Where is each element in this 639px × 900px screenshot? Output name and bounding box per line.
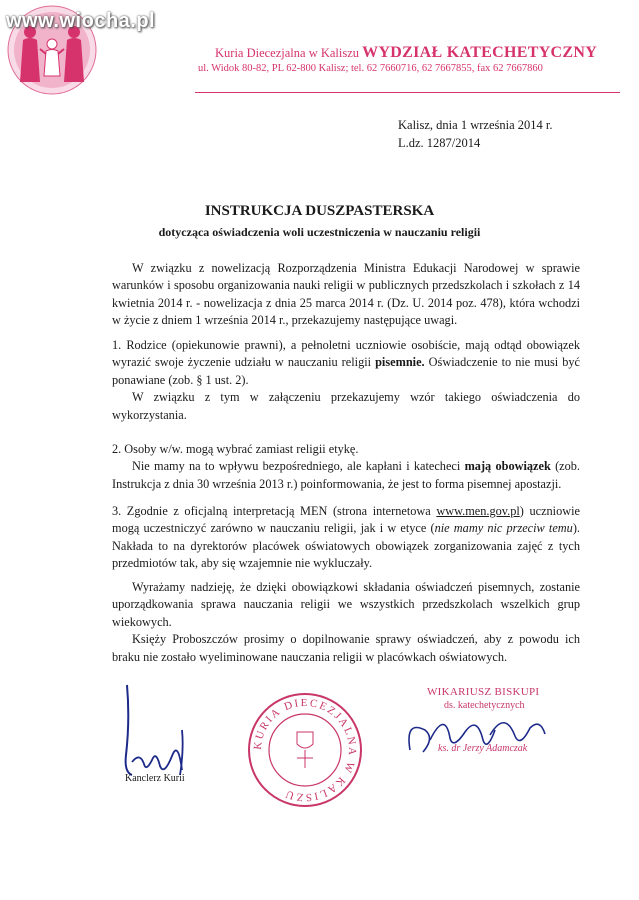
letterhead-title — [215, 44, 597, 62]
closing-hope: Wyrażamy nadzieję, że dzięki obowiązkowi składania oświadczeń pisemnych, zostanie uporządkowania sprawa nauczania religii we wszystkich przedszkolach wszelkich grup wiekowych. — [112, 580, 580, 629]
closing-paragraphs — [112, 579, 580, 666]
document-title: INSTRUKCJA DUSZPASTERSKA — [204, 203, 435, 219]
site-watermark: www.wiocha.pl — [6, 10, 156, 32]
date-block — [398, 116, 552, 152]
point-1-text: 1. Rodzice (opiekunowie prawni), a pełnoletni uczniowie osobiście, mają odtąd obowiązek wyrazić swoje życzenie udziału w nauczaniu religii pisemnie. Oświadczenie to nie musi być ponawiane (zob. § 1 ust. 2). — [112, 338, 580, 387]
point-1 — [112, 337, 580, 424]
vicar-name: ks. dr Jerzy Adamczak — [438, 743, 528, 754]
point-1-attachment-note: W związku z tym w załączeniu przekazujemy wzór takiego oświadczenia do wykorzystania. — [112, 390, 580, 422]
point-2-detail: Nie mamy na to wpływu bezpośredniego, ale kapłani i katecheci mają obowiązek (zob. Instrukcja z dnia 30 września 2013 r.) poinformowania, że jest to forma pisemnej apostazji. — [112, 459, 581, 491]
italic-note: nie mamy nic przeciw temu — [434, 521, 573, 536]
date-line: Kalisz, dnia 1 września 2014 r. — [398, 118, 553, 132]
document-subtitle: dotycząca oświadczenia woli uczestniczenia w nauczaniu religii — [158, 225, 481, 239]
point-3 — [112, 503, 580, 573]
curia-name: Kuria Diecezjalna w Kaliszu — [215, 46, 360, 60]
vicar-signature — [395, 690, 565, 770]
intro-paragraph — [112, 260, 580, 330]
curia-stamp — [245, 690, 365, 810]
letterhead-divider — [195, 92, 620, 93]
chancellor-caption: Kanclerz Kurii — [125, 773, 185, 784]
vicar-title: WIKARIUSZ BISKUPI — [427, 686, 540, 698]
men-link[interactable]: www.men.gov.pl — [436, 504, 520, 518]
closing-request: Księży Proboszczów prosimy o dopilnowanie sprawy oświadczeń, aby z powodu ich braku nie zostało wyeliminowane nauczania religii w placówkach oświatowych. — [112, 632, 580, 664]
emphasis-written: pisemnie. — [375, 355, 425, 370]
reference-number: L.dz. 1287/2014 — [398, 136, 481, 150]
letterhead-address: ul. Widok 80-82, PL 62-800 Kalisz; tel. 62 7660716, 62 7667855, fax 62 7667860 — [198, 63, 543, 74]
intro-text: W związku z nowelizacją Rozporządzenia Ministra Edukacji Narodowej w sprawie warunków i sposobu organizowania nauki religii w publicznych przedszkolach i szkołach z 14 kwietnia 2014 r. - nowelizacja z dnia 25 marca 2014 r. (Dz. U. 2014 poz. 478), która wchodzi w życie z dniem 1 września 2014 r., przekazujemy następujące uwagi. — [112, 261, 580, 328]
stamp-text: KURIA DIECEZJALNA W KALISZU — [251, 696, 359, 804]
department-name: WYDZIAŁ KATECHETYCZNY — [362, 44, 598, 61]
emphasis-obligation: mają obowiązek — [464, 459, 551, 474]
point-3-text: 3. Zgodnie z oficjalną interpretacją MEN (strona internetowa www.men.gov.pl) uczniowie mogą uczestniczyć zarówno w nauczaniu religii, jak i w etyce (nie mamy nic przeciw temu). Nakłada to na dyrektorów placówek oświatowych obowiązek zorganizowania zajęć z tych przedmiotów tak, aby się wzajemnie nie wykluczały. — [112, 504, 580, 571]
point-2-text: 2. Osoby w/w. mogą wybrać zamiast religii etykę. — [112, 442, 359, 456]
point-2 — [112, 441, 580, 493]
vicar-subtitle: ds. katechetycznych — [444, 700, 525, 711]
